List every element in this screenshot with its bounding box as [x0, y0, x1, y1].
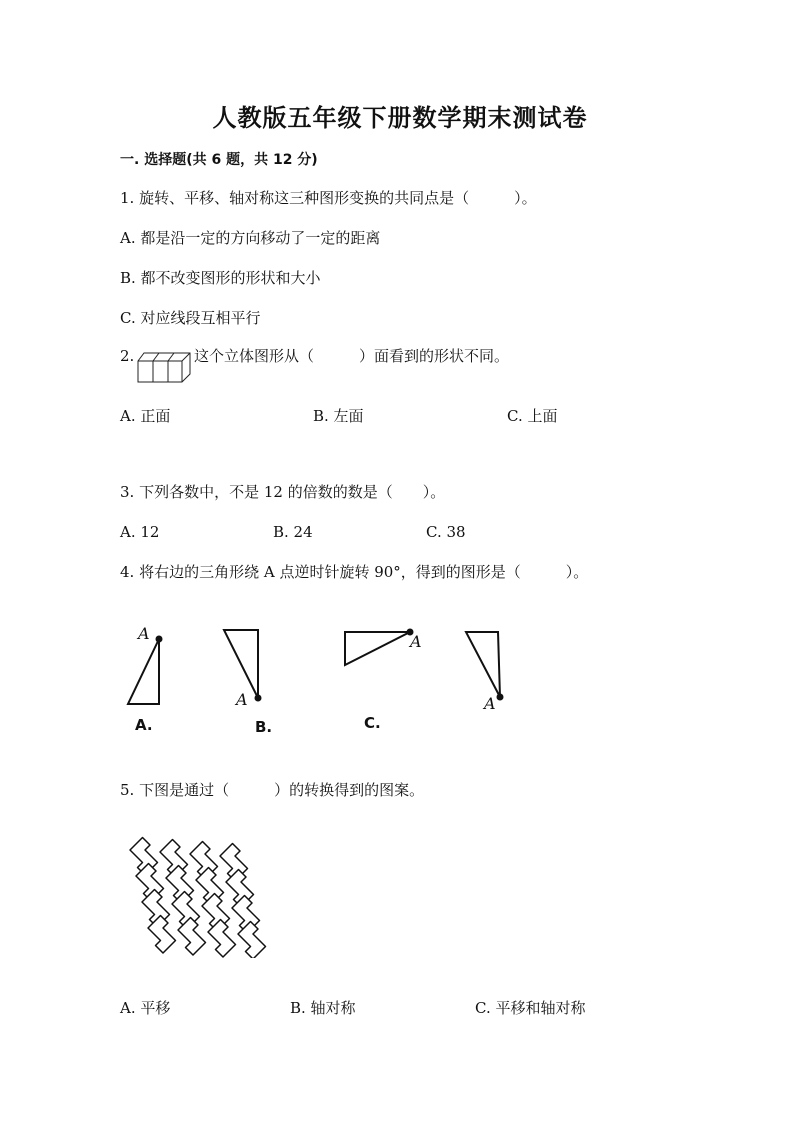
- q4-option-b-label[interactable]: B.: [255, 718, 273, 736]
- q4-option-c-label[interactable]: C.: [364, 714, 381, 732]
- q5-option-a[interactable]: A. 平移: [120, 999, 171, 1017]
- q2-number: 2.: [120, 347, 135, 365]
- q5-option-b[interactable]: B. 轴对称: [290, 999, 356, 1017]
- q5-tessellation-pattern: [118, 828, 268, 958]
- q4-original-triangle: [120, 620, 180, 710]
- q4-point-label-b: A: [410, 632, 422, 651]
- q3-stem: 3. 下列各数中，不是 12 的倍数的数是（ ）。: [120, 483, 446, 501]
- q5-option-c[interactable]: C. 平移和轴对称: [475, 999, 586, 1017]
- q1-option-a[interactable]: A. 都是沿一定的方向移动了一定的距离: [120, 229, 381, 247]
- q1-option-b[interactable]: B. 都不改变图形的形状和大小: [120, 269, 321, 287]
- page-title: 人教版五年级下册数学期末测试卷: [212, 104, 588, 132]
- q1-stem: 1. 旋转、平移、轴对称这三种图形变换的共同点是（ ）。: [120, 189, 537, 207]
- q4-option-b-triangle[interactable]: [336, 622, 416, 672]
- q4-option-a-label[interactable]: A.: [135, 716, 153, 734]
- cube-solid-figure: [136, 352, 192, 384]
- q4-point-label-original: A: [138, 624, 150, 643]
- q4-stem: 4. 将右边的三角形绕 A 点逆时针旋转 90°，得到的图形是（ ）。: [120, 563, 589, 581]
- q3-option-a[interactable]: A. 12: [120, 523, 160, 541]
- q2-option-a[interactable]: A. 正面: [120, 407, 171, 425]
- q4-point-label-a: A: [236, 690, 248, 709]
- q4-point-label-c: A: [484, 694, 496, 713]
- q3-option-c[interactable]: C. 38: [426, 523, 466, 541]
- q5-stem: 5. 下图是通过（ ）的转换得到的图案。: [120, 781, 425, 799]
- q2-option-c[interactable]: C. 上面: [507, 407, 558, 425]
- q3-option-b[interactable]: B. 24: [273, 523, 313, 541]
- section-heading: 一. 选择题(共 6 题，共 12 分): [120, 152, 318, 168]
- q2-stem: 这个立体图形从（ ）面看到的形状不同。: [194, 347, 510, 365]
- q1-option-c[interactable]: C. 对应线段互相平行: [120, 309, 261, 327]
- q2-option-b[interactable]: B. 左面: [313, 407, 364, 425]
